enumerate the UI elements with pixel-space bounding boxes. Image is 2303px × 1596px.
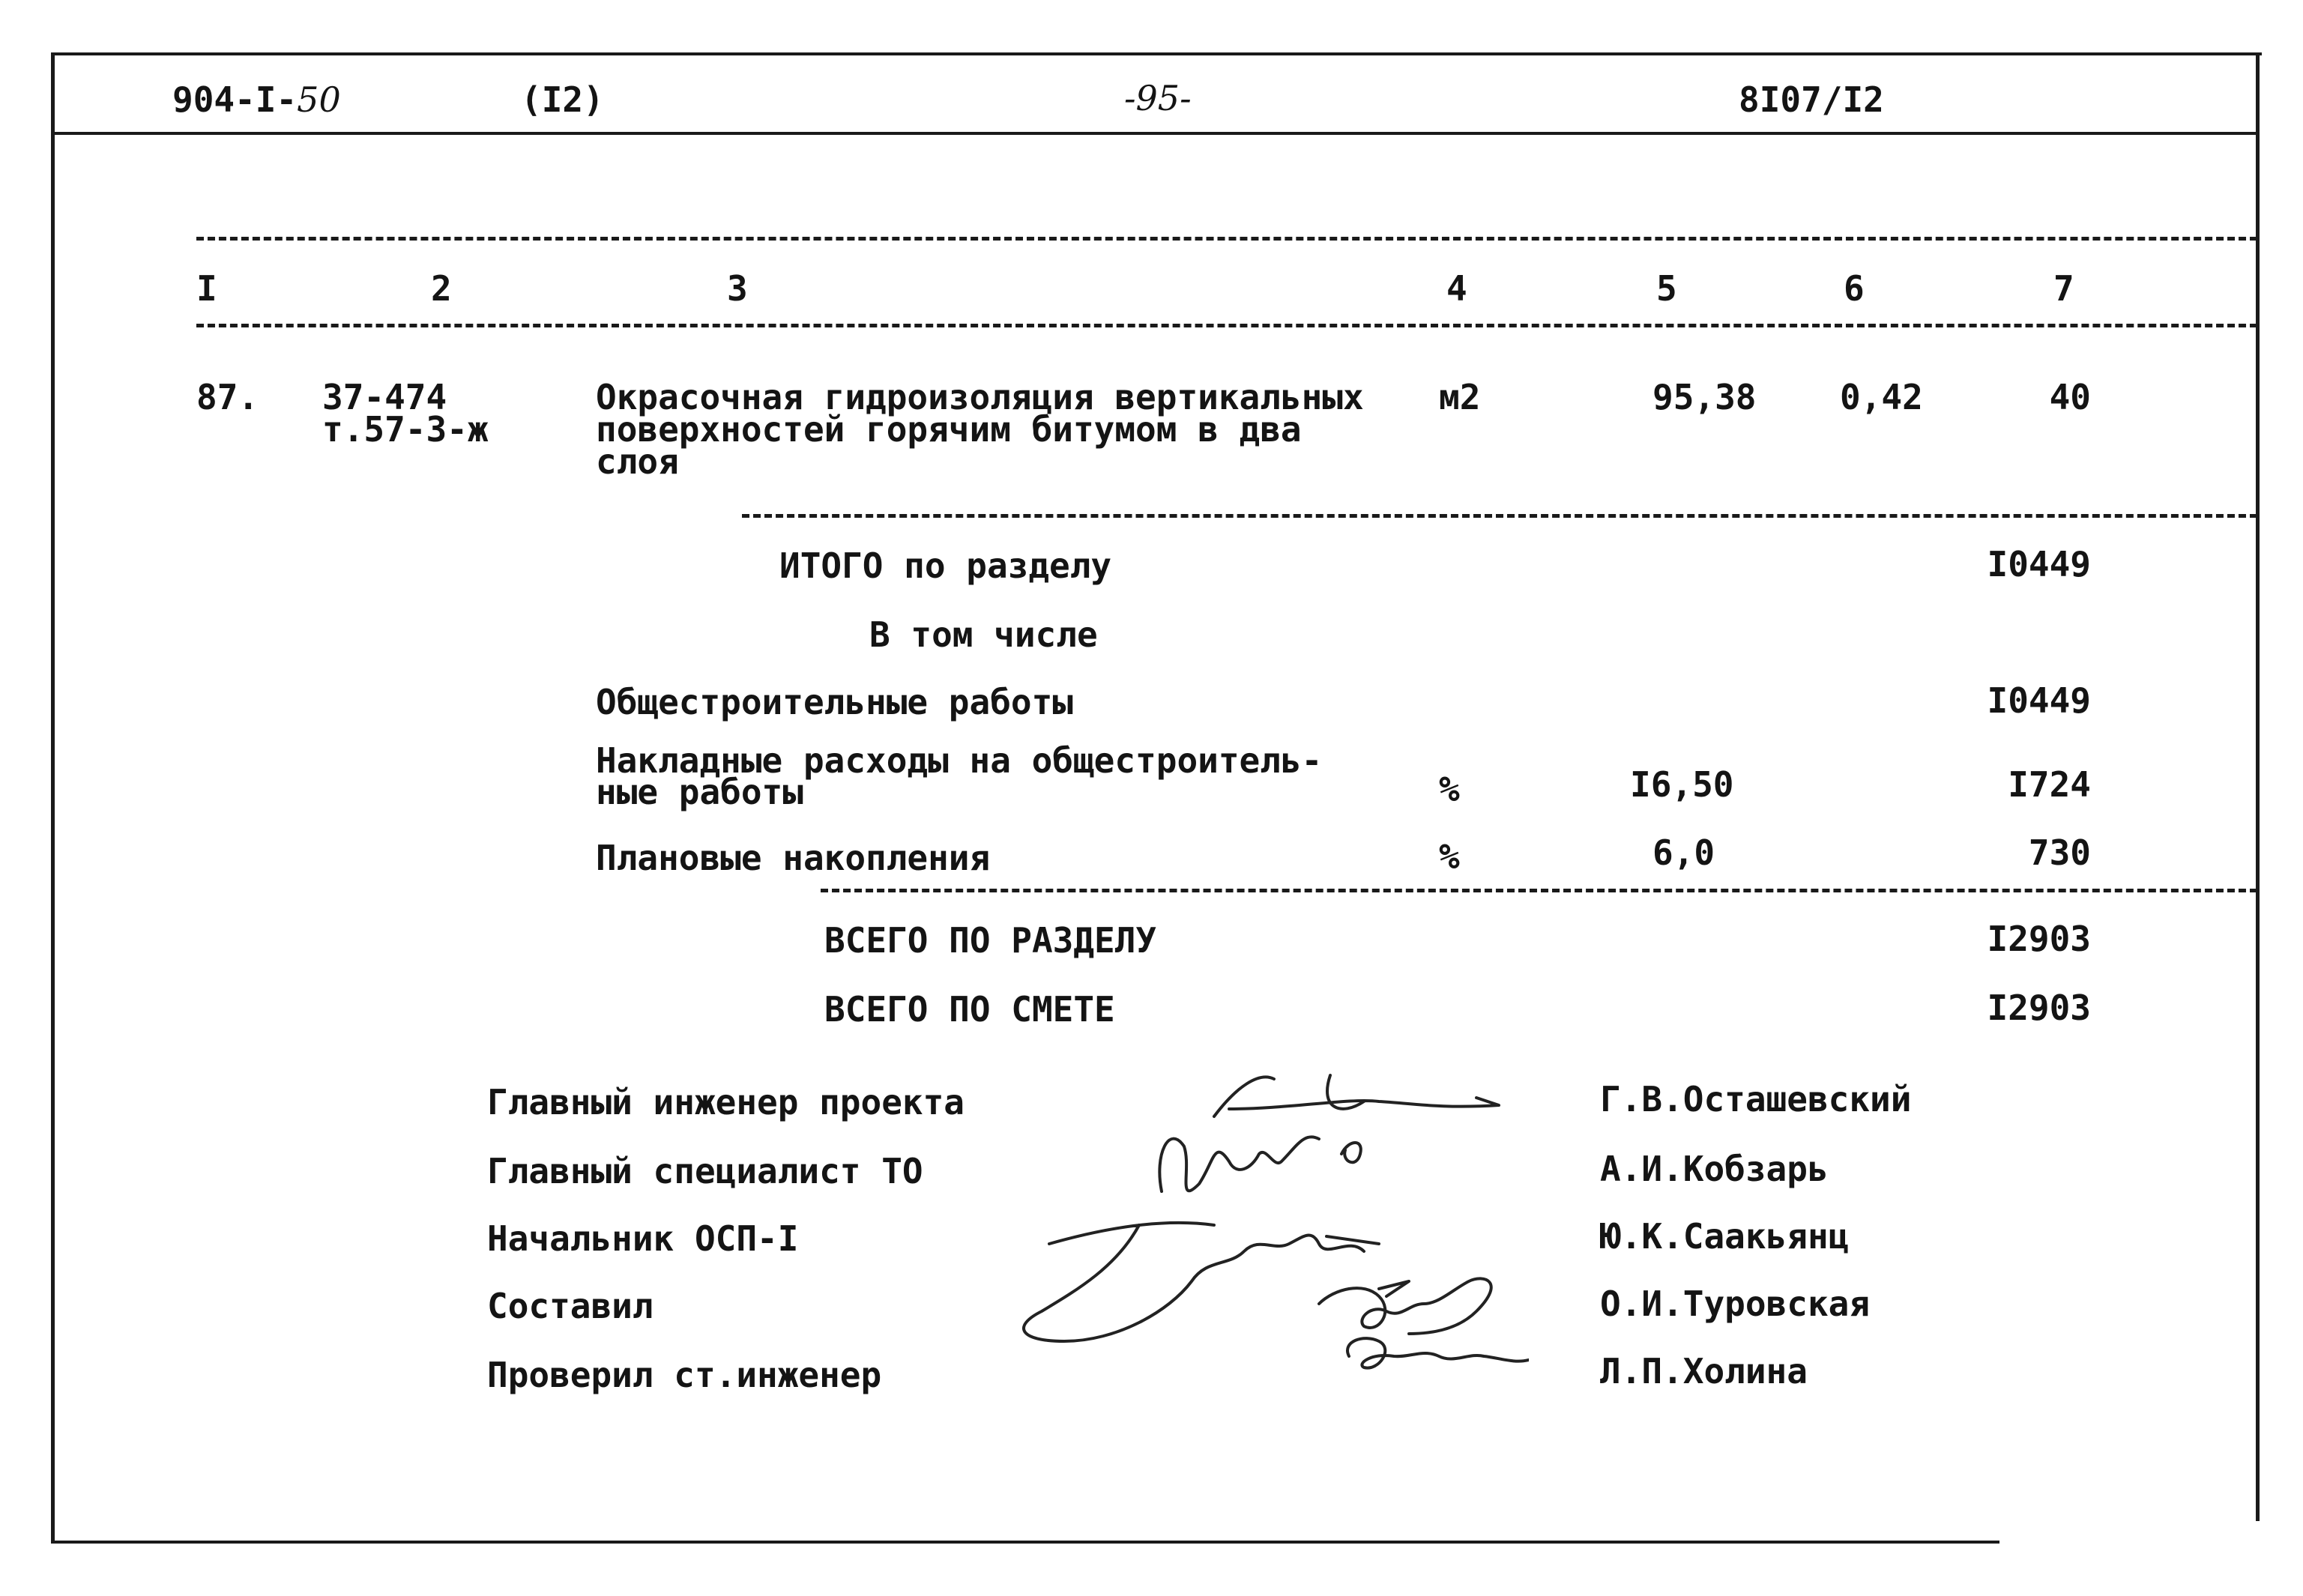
itogo-value: I0449 <box>1987 544 2091 584</box>
signature-scribble-2 <box>1159 1137 1360 1191</box>
signer-name-3: Ю.К.Саакьянц <box>1600 1216 1850 1257</box>
row-rule <box>742 514 2257 518</box>
general-works-label: Общестроительные работы <box>596 682 1073 722</box>
signer-name-2: А.И.Кобзарь <box>1600 1149 1829 1189</box>
frame-bottom-border <box>51 1541 1999 1544</box>
page-number: -95- <box>1124 78 1192 118</box>
vsego-smeta-label: ВСЕГО ПО СМЕТЕ <box>824 989 1115 1030</box>
signer-role-3: Начальник ОСП-I <box>487 1218 799 1259</box>
col-4-header: 4 <box>1446 268 1467 309</box>
planned-rate: 6,0 <box>1652 832 1715 873</box>
summary-rule <box>821 889 2257 892</box>
incl-label: В том числе <box>869 614 1098 655</box>
frame-right-border <box>2256 52 2260 1521</box>
overhead-label-line1: Накладные расходы на общестроитель- <box>596 740 1323 781</box>
signer-name-5: Л.П.Холина <box>1600 1351 1808 1391</box>
row-price: 0,42 <box>1840 377 1923 417</box>
col-1-header: I <box>196 268 217 309</box>
signature-scribble-5 <box>1347 1338 1529 1367</box>
overhead-value: I724 <box>2008 764 2091 805</box>
order-number: 8I07/I2 <box>1739 79 1884 120</box>
doc-number <box>172 81 341 118</box>
row-code-line2: т.57-3-ж <box>322 409 489 450</box>
signature-scribble-4 <box>1319 1278 1491 1334</box>
table-header-rule <box>196 324 2257 327</box>
planned-label: Плановые накопления <box>596 838 991 878</box>
signature-scribble-3 <box>1024 1223 1409 1341</box>
row-desc-line3: слоя <box>596 441 679 482</box>
col-3-header: 3 <box>727 268 748 309</box>
vsego-razdel-value: I2903 <box>1987 919 2091 959</box>
col-2-header: 2 <box>431 268 452 309</box>
row-unit: м2 <box>1439 377 1481 417</box>
general-works-value: I0449 <box>1987 680 2091 721</box>
vsego-razdel-label: ВСЕГО ПО РАЗДЕЛУ <box>824 920 1157 961</box>
planned-value: 730 <box>2028 832 2091 873</box>
signer-name-1: Г.В.Осташевский <box>1600 1079 1912 1119</box>
overhead-label-line2: ные работы <box>596 772 803 812</box>
signer-role-4: Составил <box>487 1286 654 1326</box>
col-6-header: 6 <box>1844 268 1865 309</box>
header-divider <box>51 132 2260 135</box>
row-qty: 95,38 <box>1652 377 1757 417</box>
doc-prefix: 904-I- <box>172 79 298 120</box>
table-top-rule <box>196 237 2257 241</box>
row-total: 40 <box>2049 377 2091 417</box>
row-number: 87. <box>196 377 259 417</box>
signer-name-4: О.И.Туровская <box>1600 1284 1871 1324</box>
planned-unit: % <box>1439 836 1460 877</box>
frame-top-border <box>51 52 2262 55</box>
col-5-header: 5 <box>1656 268 1677 309</box>
row-code-line1: 37-474 <box>322 377 447 417</box>
handwritten-signatures <box>989 1057 1529 1386</box>
doc-suffix: 50 <box>297 79 341 120</box>
col-7-header: 7 <box>2053 268 2074 309</box>
signer-role-1: Главный инженер проекта <box>487 1082 965 1122</box>
vsego-smeta-value: I2903 <box>1987 988 2091 1028</box>
row-desc-line2: поверхностей горячим битумом в два <box>596 409 1302 450</box>
itogo-label: ИТОГО по разделу <box>779 545 1112 586</box>
signature-scribble-1 <box>1214 1075 1499 1116</box>
row-desc-line1: Окрасочная гидроизоляция вертикальных <box>596 377 1364 417</box>
overhead-rate: I6,50 <box>1630 764 1734 805</box>
signer-role-2: Главный специалист ТО <box>487 1151 923 1191</box>
doc-part: (I2) <box>521 79 604 120</box>
overhead-unit: % <box>1439 769 1460 809</box>
signer-role-5: Проверил ст.инженер <box>487 1355 882 1395</box>
frame-left-border <box>51 52 55 1544</box>
